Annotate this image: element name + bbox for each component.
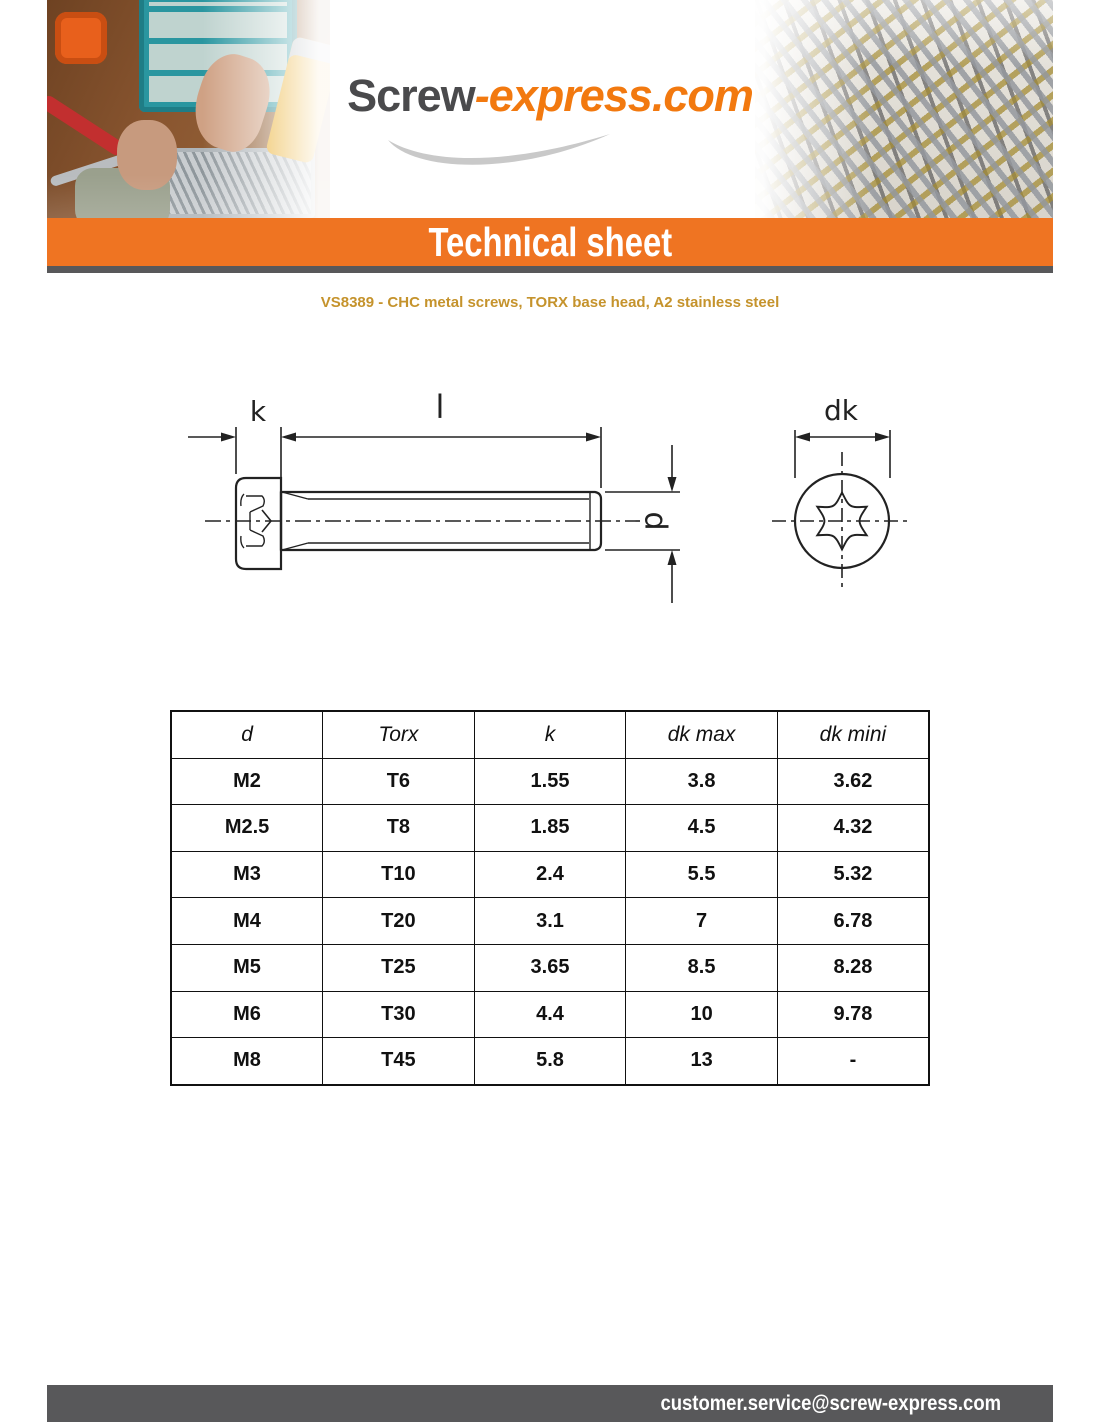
table-cell: M2.5 bbox=[171, 805, 323, 852]
table-cell: 5.8 bbox=[474, 1038, 626, 1085]
table-header-row bbox=[171, 711, 929, 758]
organizer-box bbox=[139, 0, 297, 112]
table-cell: 7 bbox=[626, 898, 778, 945]
table-cell: 4.32 bbox=[777, 805, 929, 852]
table-cell: 1.55 bbox=[474, 758, 626, 805]
logo bbox=[310, 72, 790, 120]
footer-bar bbox=[47, 1385, 1053, 1422]
table-row bbox=[171, 944, 929, 991]
logo-swoosh-icon bbox=[382, 128, 617, 170]
product-subtitle: VS8389 - CHC metal screws, TORX base head, A2 stainless steel bbox=[320, 294, 780, 311]
table-cell: T30 bbox=[323, 991, 475, 1038]
screw-side-view bbox=[236, 478, 601, 569]
technical-drawing bbox=[0, 385, 1100, 620]
table-cell: - bbox=[777, 1038, 929, 1085]
table-cell: M6 bbox=[171, 991, 323, 1038]
table-cell: T20 bbox=[323, 898, 475, 945]
table-cell: 8.28 bbox=[777, 944, 929, 991]
workbench-photo bbox=[47, 0, 330, 218]
page-title: Technical sheet bbox=[428, 218, 672, 265]
spec-table bbox=[170, 710, 930, 1086]
tape-measure bbox=[55, 12, 107, 64]
table-row bbox=[171, 898, 929, 945]
table-cell: 6.78 bbox=[777, 898, 929, 945]
customer-service-email: customer.service@screw-express.com bbox=[660, 1391, 1001, 1415]
col-header-d: d bbox=[171, 711, 323, 758]
table-cell: M4 bbox=[171, 898, 323, 945]
label-d: d bbox=[637, 511, 673, 531]
table-cell: 5.5 bbox=[626, 851, 778, 898]
table-cell: 3.62 bbox=[777, 758, 929, 805]
table-cell: 10 bbox=[626, 991, 778, 1038]
wrench bbox=[49, 153, 128, 187]
table-cell: T25 bbox=[323, 944, 475, 991]
label-l: l bbox=[435, 388, 445, 426]
table-row bbox=[171, 1038, 929, 1085]
col-header-dk-max: dk max bbox=[626, 711, 778, 758]
table-cell: 3.65 bbox=[474, 944, 626, 991]
table-cell: 13 bbox=[626, 1038, 778, 1085]
table-cell: T10 bbox=[323, 851, 475, 898]
table-cell: M8 bbox=[171, 1038, 323, 1085]
organizer-slots bbox=[149, 2, 287, 102]
table-row bbox=[171, 758, 929, 805]
label-k: k bbox=[249, 395, 267, 428]
table-cell: T8 bbox=[323, 805, 475, 852]
banner bbox=[47, 218, 1053, 266]
label-dk: dk bbox=[824, 394, 858, 427]
col-header-torx: Torx bbox=[323, 711, 475, 758]
col-header-k: k bbox=[474, 711, 626, 758]
table-cell: 8.5 bbox=[626, 944, 778, 991]
hand-right bbox=[184, 47, 280, 159]
table-cell: 3.1 bbox=[474, 898, 626, 945]
logo-text-orange: -express.com bbox=[474, 70, 753, 121]
table-cell: M5 bbox=[171, 944, 323, 991]
screwdriver bbox=[47, 93, 126, 157]
banner-shadow-strip bbox=[47, 266, 1053, 273]
table-row bbox=[171, 805, 929, 852]
table-cell: 3.8 bbox=[626, 758, 778, 805]
logo-text-gray: Screw bbox=[347, 70, 475, 121]
table-cell: 4.4 bbox=[474, 991, 626, 1038]
hand-left bbox=[117, 120, 177, 190]
table-cell: 1.85 bbox=[474, 805, 626, 852]
table-cell: M3 bbox=[171, 851, 323, 898]
sleeve bbox=[75, 168, 170, 218]
table-cell: 9.78 bbox=[777, 991, 929, 1038]
table-cell: T45 bbox=[323, 1038, 475, 1085]
table-cell: 2.4 bbox=[474, 851, 626, 898]
col-header-dk-mini: dk mini bbox=[777, 711, 929, 758]
table-row bbox=[171, 991, 929, 1038]
table-cell: T6 bbox=[323, 758, 475, 805]
screw-tray bbox=[155, 148, 315, 218]
table-row bbox=[171, 851, 929, 898]
table-cell: 4.5 bbox=[626, 805, 778, 852]
table-cell: M2 bbox=[171, 758, 323, 805]
screws-pile-photo bbox=[755, 0, 1053, 218]
table-cell: 5.32 bbox=[777, 851, 929, 898]
